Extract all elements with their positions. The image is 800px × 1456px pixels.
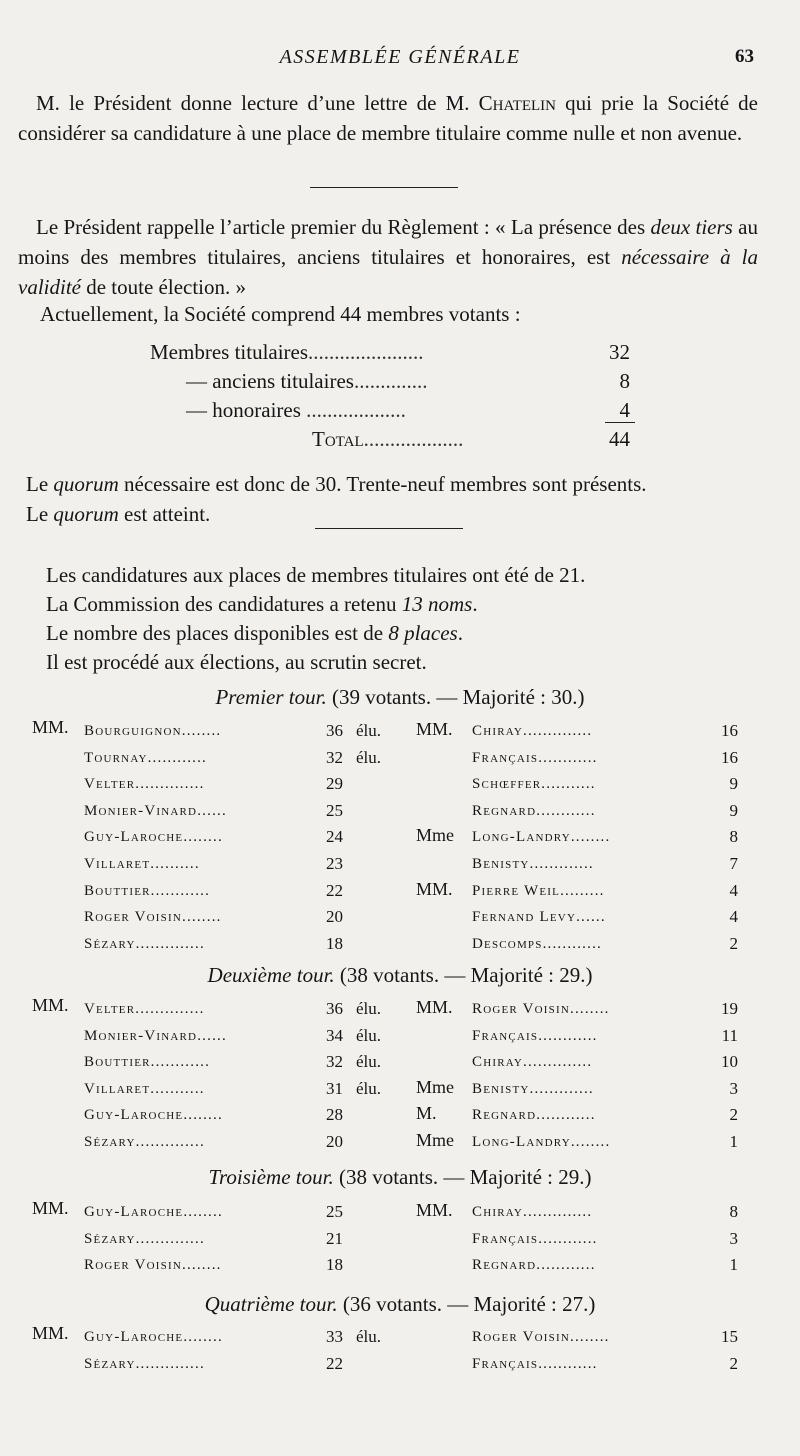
candidate-name — [84, 824, 223, 850]
vote-count: 36 — [326, 721, 343, 740]
vote-count: 18 — [326, 1255, 343, 1274]
vote-count: 28 — [326, 1105, 343, 1124]
name-prefix: Mme — [416, 825, 454, 845]
section-divider — [310, 187, 458, 188]
candidatures-line-2: La Commission des candidatures a retenu 13 noms. — [46, 592, 478, 616]
candidate-name-text: Roger Voisin — [84, 909, 182, 925]
candidate-name-text: Sézary — [84, 1134, 136, 1150]
candidate-name — [84, 718, 221, 744]
candidate-name-text: Long-Landry — [472, 829, 571, 845]
leader-dots: ............ — [538, 1028, 598, 1044]
leader-dots: ........ — [570, 829, 611, 845]
vote-count: 22 — [326, 1354, 343, 1373]
vote-count: 20 — [326, 907, 343, 926]
name-prefix: Mme — [416, 1077, 454, 1097]
leader-dots: ............ — [538, 1231, 598, 1247]
candidate-name — [84, 1252, 222, 1278]
leader-dots: .............. — [523, 1054, 593, 1070]
name-prefix: M. — [416, 1103, 437, 1123]
candidate-name — [84, 771, 205, 797]
leader-dots: ............ — [536, 1107, 596, 1123]
vote-count: 25 — [326, 801, 343, 820]
vote-count: 25 — [326, 1202, 343, 1221]
candidate-name-text: Fernand Levy — [472, 909, 577, 925]
vote-count: 7 — [729, 854, 738, 873]
tour-title: Quatrième tour. — [204, 1292, 338, 1316]
leader-dots: ........ — [570, 1329, 610, 1345]
leader-dots: ................... — [363, 427, 464, 451]
candidate-name — [472, 718, 592, 744]
candidate-name-text: Chiray — [472, 1054, 524, 1070]
leader-dots: .............. — [523, 1204, 593, 1220]
candidate-name — [472, 878, 605, 904]
candidate-name-text: Bouttier — [84, 1054, 151, 1070]
tour-heading — [0, 1163, 800, 1191]
count-label: Total — [312, 427, 364, 451]
candidate-name — [472, 1102, 596, 1128]
tour-info: (39 votants. — Majorité : 30.) — [326, 685, 585, 709]
candidate-name-text: Bouttier — [84, 883, 151, 899]
vote-count: 22 — [326, 881, 343, 900]
candidate-name-text: Descomps — [472, 936, 543, 952]
elected-label: élu. — [356, 1026, 382, 1045]
candidate-name-text: Roger Voisin — [472, 1001, 570, 1017]
candidate-name-text: Chiray — [472, 723, 524, 739]
candidate-name — [84, 931, 205, 957]
candidate-name — [472, 798, 596, 824]
candidate-name-text: Français — [472, 1356, 539, 1372]
candidate-name-text: Guy-Laroche — [84, 1204, 184, 1220]
candidate-name-text: Guy-Laroche — [84, 1329, 184, 1345]
vote-count: 8 — [729, 827, 738, 846]
vote-count: 2 — [729, 934, 738, 953]
tour-heading — [0, 1290, 800, 1318]
candidate-name — [84, 745, 207, 771]
count-row — [150, 366, 630, 396]
candidate-name-text: Monier-Vinard — [84, 1028, 198, 1044]
tour-info: (36 votants. — Majorité : 27.) — [337, 1292, 596, 1316]
candidate-name-text: Français — [472, 1231, 539, 1247]
leader-dots: .............. — [523, 723, 593, 739]
candidate-name — [472, 1351, 598, 1377]
candidate-name-text: Schœffer — [472, 776, 542, 792]
leader-dots: ............ — [147, 750, 208, 766]
vote-count: 4 — [729, 907, 738, 926]
leader-dots: .............. — [135, 1134, 205, 1150]
count-label: Membres titulaires — [150, 340, 309, 364]
count-row — [150, 395, 630, 425]
candidate-name — [84, 1324, 223, 1350]
elected-label: élu. — [356, 1079, 382, 1098]
vote-count: 9 — [729, 774, 738, 793]
tour-info: (38 votants. — Majorité : 29.) — [334, 963, 593, 987]
vote-count: 32 — [326, 1052, 343, 1071]
quorum-line-1: Le quorum nécessaire est donc de 30. Trente-neuf membres sont présents. — [26, 472, 647, 496]
vote-count: 10 — [721, 1052, 738, 1071]
candidate-name-text: Velter — [84, 1001, 136, 1017]
candidate-name — [84, 996, 205, 1022]
tour-title: Troisième tour. — [208, 1165, 334, 1189]
candidate-name-text: Roger Voisin — [472, 1329, 570, 1345]
candidate-name — [472, 1324, 610, 1350]
leader-dots: ........ — [183, 1107, 223, 1123]
name-prefix: Mme — [416, 1130, 454, 1150]
leader-dots: ............ — [150, 1054, 211, 1070]
leader-dots: .......... — [150, 856, 200, 872]
vote-count: 32 — [326, 748, 343, 767]
vote-count: 16 — [721, 721, 738, 740]
section-divider — [315, 528, 463, 529]
leader-dots: ...................... — [308, 340, 424, 364]
candidate-name-text: Velter — [84, 776, 136, 792]
candidate-name-text: Villaret — [84, 1081, 151, 1097]
elected-label: élu. — [356, 1052, 382, 1071]
leader-dots: ......... — [560, 883, 605, 899]
candidate-name-text: Long-Landry — [472, 1134, 571, 1150]
candidate-name-text: Guy-Laroche — [84, 1107, 184, 1123]
candidate-name — [84, 878, 210, 904]
candidate-name — [84, 798, 227, 824]
leader-dots: ........ — [570, 1134, 611, 1150]
tour-heading — [0, 683, 800, 711]
candidate-name — [472, 996, 610, 1022]
candidate-name-text: Guy-Laroche — [84, 829, 184, 845]
candidate-name-text: Roger Voisin — [84, 1257, 182, 1273]
vote-count: 16 — [721, 748, 738, 767]
leader-dots: ........... — [541, 776, 596, 792]
candidate-name — [84, 1102, 223, 1128]
candidate-name — [472, 1252, 596, 1278]
candidate-name-text: Regnard — [472, 803, 537, 819]
vote-count: 21 — [326, 1229, 343, 1248]
candidate-name — [472, 1226, 598, 1252]
name-prefix: MM. — [416, 1200, 453, 1220]
leader-dots: ............ — [538, 750, 598, 766]
candidate-name — [472, 745, 598, 771]
leader-dots: ........ — [183, 829, 223, 845]
candidate-name-text: Benisty — [472, 1081, 530, 1097]
candidate-name — [84, 1129, 205, 1155]
candidate-name-text: Français — [472, 1028, 539, 1044]
leader-dots: ........ — [182, 1257, 222, 1273]
leader-dots: ............ — [536, 803, 596, 819]
candidate-name — [84, 1023, 227, 1049]
paragraph-letter: M. le Président donne lecture d’une lettre de M. Chatelin qui prie la Société de considérer sa candidature à une place de membre titulaire comme nulle et non avenue. — [18, 91, 758, 145]
leader-dots: .............. — [135, 1356, 205, 1372]
vote-count: 3 — [729, 1229, 738, 1248]
leader-dots: ........ — [181, 723, 222, 739]
name-prefix: MM. — [32, 717, 69, 737]
vote-count: 18 — [326, 934, 343, 953]
candidate-name — [472, 1129, 610, 1155]
candidate-name — [472, 904, 606, 930]
leader-dots: ...... — [576, 909, 606, 925]
candidatures-line-3: Le nombre des places disponibles est de 8 places. — [46, 621, 463, 645]
candidate-name — [84, 1226, 205, 1252]
vote-count: 3 — [729, 1079, 738, 1098]
leader-dots: ........... — [150, 1081, 205, 1097]
leader-dots: .............. — [135, 936, 205, 952]
candidate-name-text: Français — [472, 750, 539, 766]
candidate-name-text: Monier-Vinard — [84, 803, 198, 819]
candidate-name-text: Benisty — [472, 856, 530, 872]
vote-count: 4 — [729, 881, 738, 900]
count-label: — honoraires — [186, 398, 301, 422]
vote-count: 8 — [729, 1202, 738, 1221]
candidate-name-text: Regnard — [472, 1107, 537, 1123]
person-name: Chatelin — [478, 91, 556, 115]
vote-count: 11 — [721, 1026, 738, 1045]
name-prefix: MM. — [416, 997, 453, 1017]
elected-label: élu. — [356, 1327, 382, 1346]
candidate-name-text: Tournay — [84, 750, 148, 766]
candidate-name-text: Villaret — [84, 856, 151, 872]
candidate-name — [472, 771, 596, 797]
candidate-name — [472, 851, 594, 877]
candidate-name — [84, 1351, 205, 1377]
tour-info: (38 votants. — Majorité : 29.) — [333, 1165, 592, 1189]
candidate-name-text: Sézary — [84, 1231, 136, 1247]
candidate-name-text: Regnard — [472, 1257, 537, 1273]
elected-label: élu. — [356, 748, 382, 767]
vote-count: 2 — [729, 1354, 738, 1373]
leader-dots: .............. — [135, 776, 205, 792]
leader-dots: ............ — [536, 1257, 596, 1273]
leader-dots: ........ — [183, 1204, 223, 1220]
candidate-name — [472, 1199, 592, 1225]
candidate-name-text: Sézary — [84, 1356, 136, 1372]
candidate-name — [472, 931, 602, 957]
leader-dots: ............ — [542, 936, 602, 952]
vote-count: 15 — [721, 1327, 738, 1346]
vote-count: 34 — [326, 1026, 343, 1045]
leader-dots: ........ — [570, 1001, 610, 1017]
candidate-name — [472, 1049, 592, 1075]
leader-dots: .............. — [353, 369, 428, 393]
vote-count: 9 — [729, 801, 738, 820]
name-prefix: MM. — [32, 1198, 69, 1218]
leader-dots: .............. — [135, 1001, 205, 1017]
leader-dots: ............. — [529, 856, 594, 872]
count-row — [150, 424, 630, 454]
count-value: 32 — [609, 340, 630, 364]
quorum-line-2: Le quorum est atteint. — [26, 502, 211, 526]
tour-title: Premier tour. — [215, 685, 327, 709]
leader-dots: ................... — [300, 398, 406, 422]
name-prefix: MM. — [416, 879, 453, 899]
vote-count: 33 — [326, 1327, 343, 1346]
paragraph-reglement: Le Président rappelle l’article premier du Règlement : « La présence des deux tiers au moins des membres titulaires, anciens titulaires et honoraires, est nécessaire à la validité de toute élection. » — [18, 215, 758, 299]
leader-dots: ...... — [197, 1028, 227, 1044]
vote-count: 31 — [326, 1079, 343, 1098]
candidate-name-text: Pierre Weil — [472, 883, 561, 899]
running-header-title: ASSEMBLÉE GÉNÉRALE — [279, 46, 521, 68]
elected-label: élu. — [356, 999, 382, 1018]
elected-label: élu. — [356, 721, 382, 740]
candidate-name — [84, 904, 222, 930]
candidatures-line-4: Il est procédé aux élections, au scrutin secret. — [46, 650, 427, 674]
name-prefix: MM. — [32, 995, 69, 1015]
name-prefix: MM. — [416, 719, 453, 739]
candidate-name-text: Bourguignon — [84, 723, 182, 739]
candidate-name — [84, 851, 200, 877]
page-number: 63 — [735, 46, 754, 67]
leader-dots: ........ — [182, 909, 222, 925]
count-value: 44 — [609, 427, 630, 451]
leader-dots: .............. — [135, 1231, 205, 1247]
candidate-name — [472, 824, 610, 850]
vote-count: 2 — [729, 1105, 738, 1124]
leader-dots: ............ — [538, 1356, 598, 1372]
paragraph-membres-votants: Actuellement, la Société comprend 44 membres votants : — [40, 302, 521, 326]
candidate-name — [472, 1076, 594, 1102]
leader-dots: ............. — [529, 1081, 594, 1097]
vote-count: 29 — [326, 774, 343, 793]
candidate-name — [84, 1199, 223, 1225]
vote-count: 36 — [326, 999, 343, 1018]
leader-dots: ...... — [197, 803, 227, 819]
count-row — [150, 337, 630, 367]
vote-count: 20 — [326, 1132, 343, 1151]
candidate-name — [472, 1023, 598, 1049]
vote-count: 24 — [326, 827, 343, 846]
count-label: — anciens titulaires — [186, 369, 354, 393]
candidate-name-text: Sézary — [84, 936, 136, 952]
candidate-name — [84, 1076, 205, 1102]
tour-heading — [0, 961, 800, 989]
candidatures-line-1: Les candidatures aux places de membres titulaires ont été de 21. — [46, 563, 586, 587]
vote-count: 23 — [326, 854, 343, 873]
vote-count: 1 — [729, 1255, 738, 1274]
candidate-name — [84, 1049, 210, 1075]
count-value: 8 — [619, 369, 630, 393]
sum-line — [605, 422, 635, 423]
leader-dots: ........ — [183, 1329, 223, 1345]
candidate-name-text: Chiray — [472, 1204, 524, 1220]
leader-dots: ............ — [150, 883, 211, 899]
tour-title: Deuxième tour. — [207, 963, 335, 987]
count-value: 4 — [619, 398, 630, 422]
name-prefix: MM. — [32, 1323, 69, 1343]
vote-count: 1 — [729, 1132, 738, 1151]
vote-count: 19 — [721, 999, 738, 1018]
